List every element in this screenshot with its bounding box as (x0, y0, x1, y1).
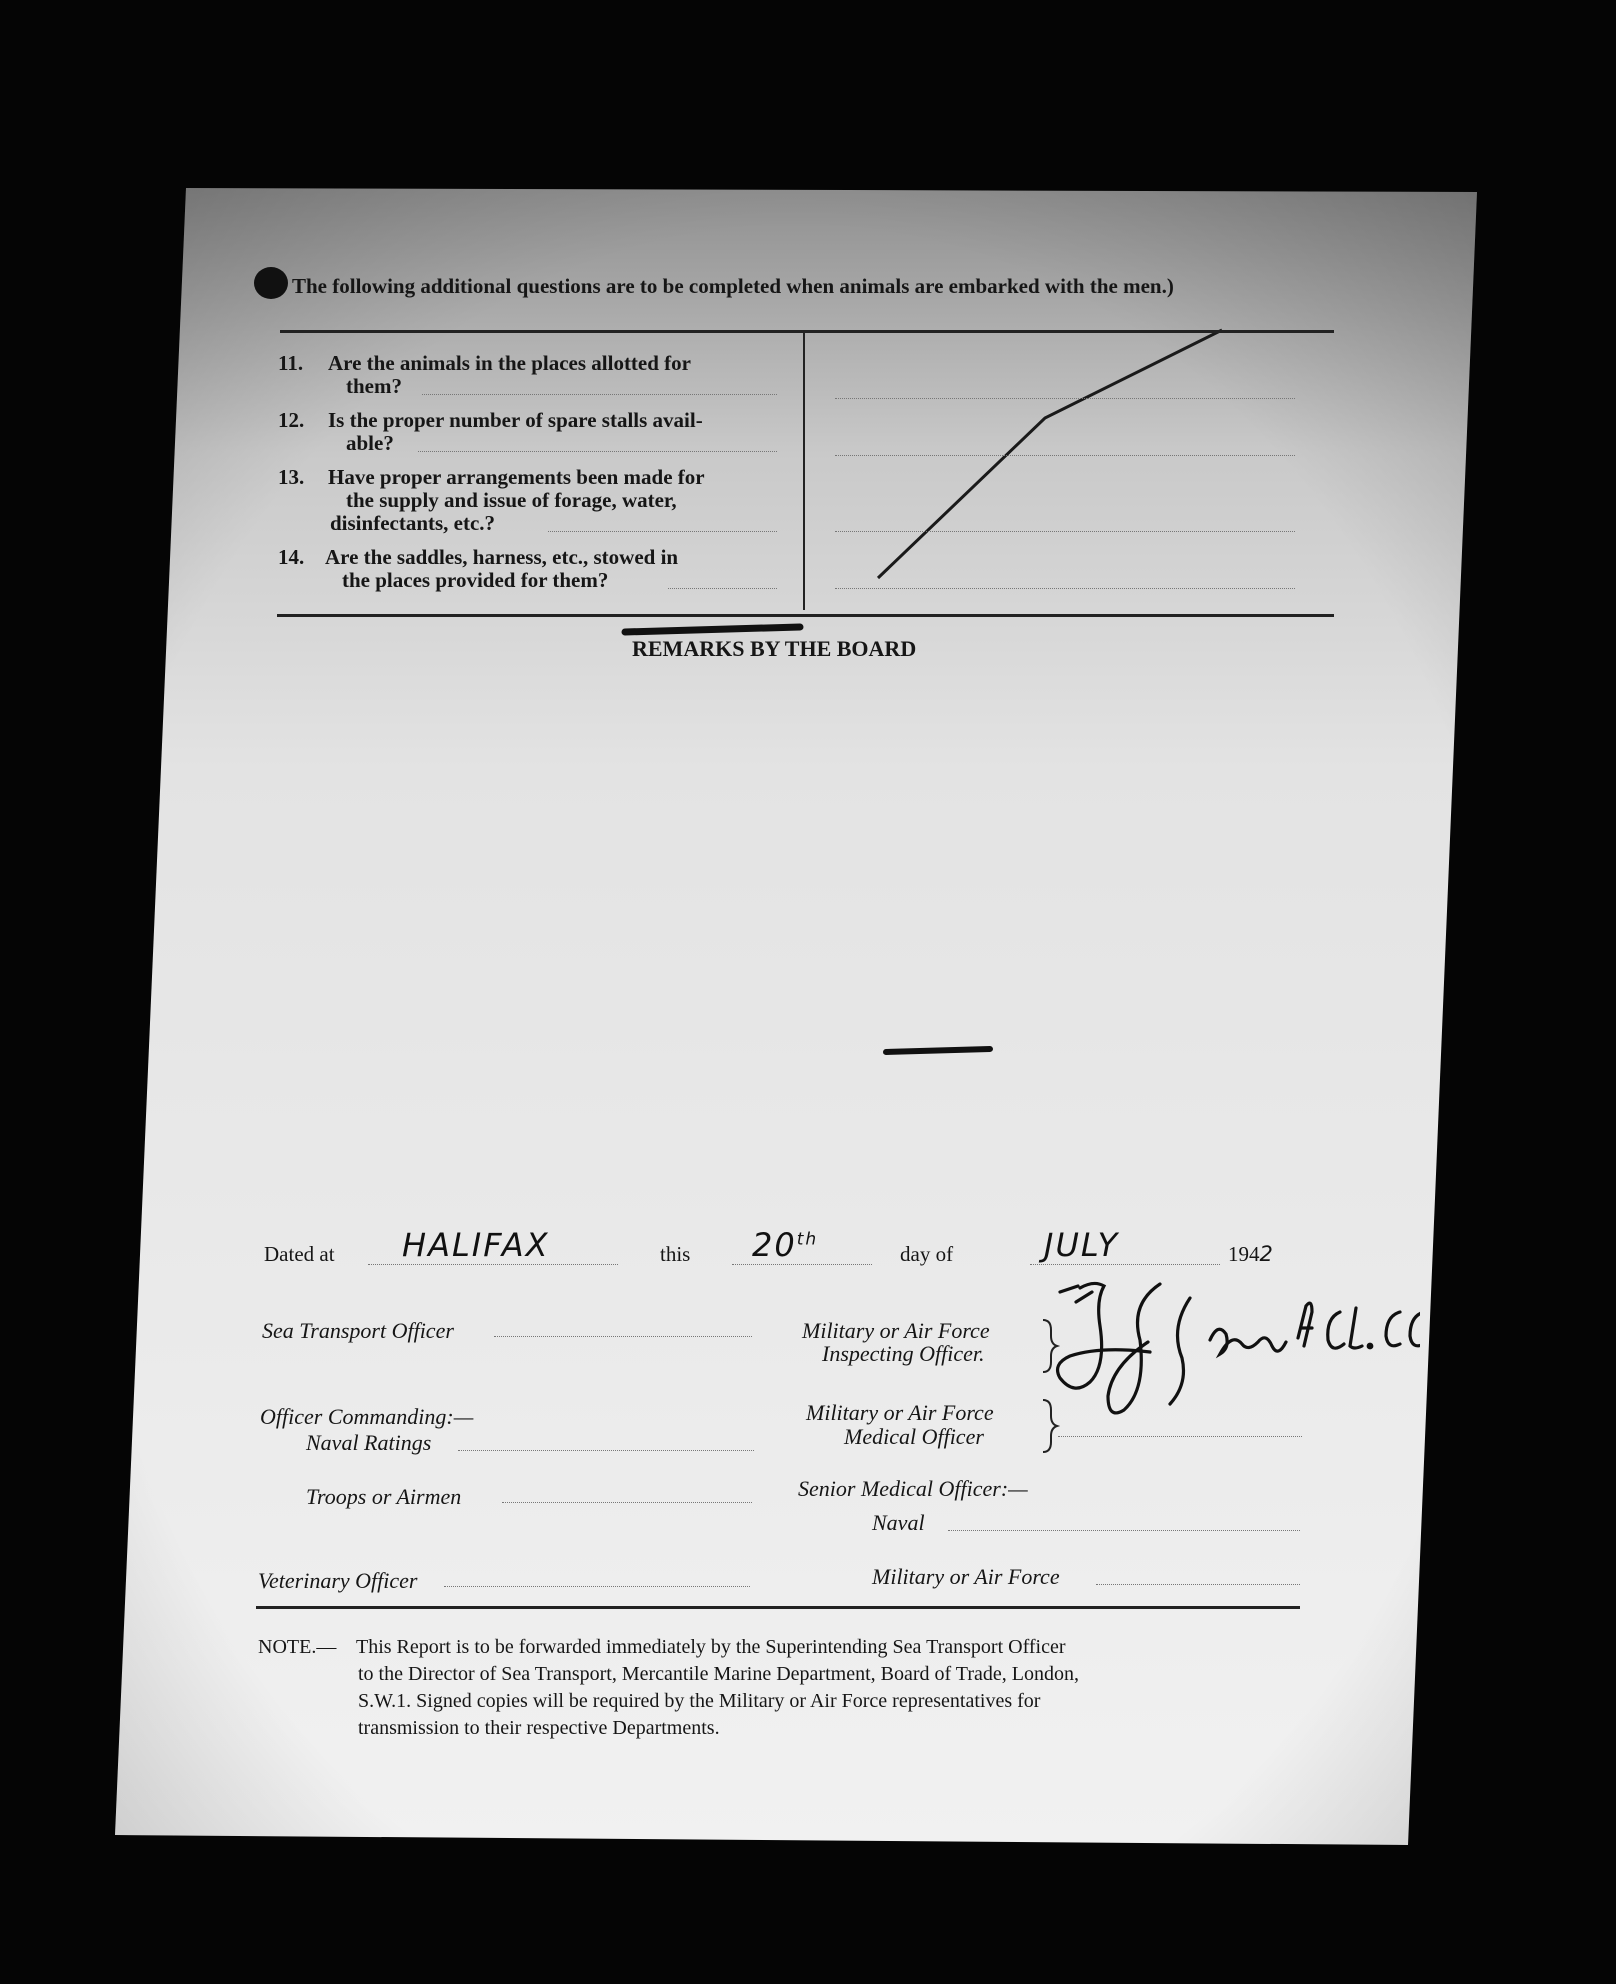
question-number: 11. (278, 351, 304, 375)
naval-ratings-label: Naval Ratings (306, 1430, 432, 1455)
senior-medical-officer-label: Senior Medical Officer:— (798, 1476, 1028, 1501)
military-signature-line (1096, 1584, 1300, 1585)
handwritten-signature (1040, 1268, 1420, 1438)
question-text: the supply and issue of forage, water, (346, 488, 677, 512)
question-text: the places provided for them? (342, 568, 609, 592)
note-line: S.W.1. Signed copies will be required by the Military or Air Force representatives for (358, 1690, 1041, 1712)
note-label: NOTE.— (258, 1636, 337, 1658)
day-of-label: day of (900, 1242, 954, 1266)
day-suffix: th (796, 1229, 819, 1250)
dated-at-label: Dated at (264, 1242, 335, 1266)
note-line: to the Director of Sea Transport, Mercantile Marine Department, Board of Trade, London, (358, 1663, 1079, 1685)
naval-signature-line (948, 1530, 1300, 1531)
handwritten-year-digit: 2 (1259, 1242, 1273, 1266)
question-number: 13. (278, 465, 305, 489)
this-label: this (660, 1242, 691, 1266)
question-text: disinfectants, etc.? (330, 511, 496, 535)
answer-line-13 (835, 531, 1295, 532)
question-text: able? (346, 431, 394, 455)
troops-or-airmen-label: Troops or Airmen (306, 1484, 462, 1509)
military-air-force-label: Military or Air Force (872, 1564, 1060, 1589)
handwritten-place: HALIFAX (402, 1226, 550, 1264)
note-line: transmission to their respective Departments. (358, 1717, 720, 1739)
officer-commanding-label: Officer Commanding:— (260, 1404, 474, 1429)
medical-officer-label-1: Military or Air Force (806, 1400, 994, 1425)
answer-line-12 (835, 455, 1295, 456)
question-text: them? (346, 374, 402, 398)
handwritten-day: 20th (752, 1226, 819, 1264)
instruction-text: The following additional questions are to be completed when animals are embarked with the men.) (292, 274, 1174, 298)
question-number: 12. (278, 408, 305, 432)
table-column-divider (803, 332, 805, 610)
veterinary-signature-line (444, 1586, 750, 1587)
note-separator-rule (256, 1606, 1300, 1609)
place-dotted-line (368, 1264, 618, 1265)
naval-ratings-signature-line (458, 1450, 754, 1451)
answer-dotted-line (422, 394, 777, 395)
table-bottom-rule (277, 614, 1334, 617)
question-text: Are the animals in the places allotted for (328, 351, 691, 375)
inspecting-officer-label-1: Military or Air Force (802, 1318, 990, 1343)
answer-line-11 (835, 398, 1295, 399)
naval-label: Naval (872, 1510, 925, 1535)
answer-dotted-line (418, 451, 777, 452)
question-text: Is the proper number of spare stalls avail- (328, 408, 703, 432)
inspecting-officer-label-2: Inspecting Officer. (822, 1341, 985, 1366)
day-dotted-line (732, 1264, 872, 1265)
sea-transport-officer-label: Sea Transport Officer (262, 1318, 454, 1343)
handwritten-month: JULY (1044, 1226, 1120, 1264)
answer-dotted-line (548, 531, 777, 532)
question-number: 14. (278, 545, 305, 569)
answer-dotted-line (668, 588, 777, 589)
remarks-heading: REMARKS BY THE BOARD (632, 636, 917, 661)
medical-officer-label-2: Medical Officer (844, 1424, 984, 1449)
question-text: Have proper arrangements been made for (328, 465, 705, 489)
note-line: This Report is to be forwarded immediately by the Superintending Sea Transport Officer (356, 1636, 1066, 1658)
answer-line-14 (835, 588, 1295, 589)
month-dotted-line (1030, 1264, 1220, 1265)
table-top-rule (280, 330, 1334, 333)
question-text: Are the saddles, harness, etc., stowed in (325, 545, 679, 569)
sea-transport-signature-line (494, 1336, 752, 1337)
veterinary-officer-label: Veterinary Officer (258, 1568, 418, 1593)
year-label: 1942 (1228, 1242, 1273, 1266)
troops-signature-line (502, 1502, 752, 1503)
